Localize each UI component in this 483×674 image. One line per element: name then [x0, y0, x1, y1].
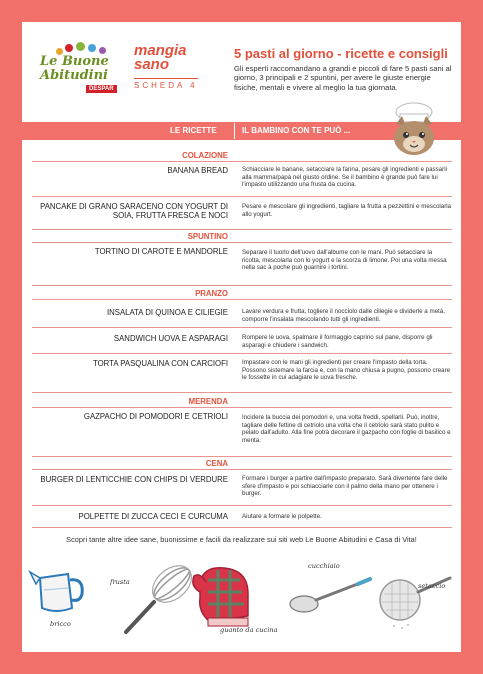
recipe-name: TORTINO DI CAROTE E MANDORLE — [94, 247, 228, 256]
cucchiaio-icon — [284, 568, 374, 618]
recipe-name: GAZPACHO DI POMODORI E CETRIOLI — [83, 412, 228, 421]
bricco-icon — [22, 550, 102, 620]
band-divider — [234, 123, 235, 139]
cucchiaio-label: cucchiaio — [308, 562, 340, 570]
recipe-name: BANANA BREAD — [167, 166, 228, 175]
recipe-description: Incidere la buccia dei pomodori e, una volta freddi, spellarli. Può, inoltre, tagliare delle fettine di cetriolo una volta che il cetriolo sarà stato pulito e pelato dall'adulto. Alla fine potrà decorare il gazpacho con foglie di basilico e menta. — [242, 414, 451, 444]
frusta-label: frusta — [110, 578, 130, 586]
section-label: COLAZIONE — [182, 151, 228, 160]
recipe-name: SANDWICH UOVA E ASPARAGI — [113, 334, 228, 343]
section-header-merenda — [32, 396, 452, 408]
logo-text-line2: Abitudini — [40, 68, 108, 83]
section-header-pranzo — [32, 288, 452, 300]
section-label: SPUNTINO — [187, 232, 228, 241]
section-header-colazione — [32, 150, 452, 162]
table-row — [32, 244, 452, 286]
table-row — [32, 197, 452, 230]
recipe-sheet — [22, 22, 461, 652]
recipe-description: Formare i burger a partire dall'impasto preparato. Sarà divertente fare delle sfere d'impasto e poi schiacciarle con il palmo della mano per ottenere i burger. — [242, 475, 448, 498]
recipe-name: INSALATA DI QUINOA E CILIEGIE — [106, 308, 228, 317]
section-label: CENA — [205, 459, 228, 468]
page-title: 5 pasti al giorno - ricette e consigli — [234, 46, 448, 61]
table-row — [32, 506, 452, 528]
band-label-recipes: LE RICETTE — [170, 126, 217, 135]
recipe-name: BURGER DI LENTICCHIE CON CHIPS DI VERDURE — [40, 475, 228, 484]
recipe-description: Aiutare a formare le polpette. — [242, 513, 322, 520]
setaccio-label: setaccio — [418, 582, 446, 590]
section-label: PRANZO — [195, 289, 228, 298]
recipe-description: Schiacciare le banane, setacciare la farina, pesare gli ingredienti e passarli alla mamma/papà nel giusto ordine. Se il bambino è grande può fare lui l'impasto utilizzando una frusta da cucina. — [242, 166, 447, 189]
intro-text: Gli esperti raccomandano a grandi e piccoli di fare 5 pasti sani al giorno, 3 principali e 2 spuntini, per avere le giuste energie fisiche, mentali e vivere al meglio la tua giornata. — [234, 64, 452, 92]
mangia-sano-title: mangia sano — [134, 42, 187, 73]
recipe-description: Pesare e mescolare gli ingredienti, tagliare la frutta a pezzettini e mescolarla allo yogurt. — [242, 203, 452, 218]
setaccio-icon — [374, 570, 454, 630]
footer-text: Scopri tante altre idee sane, buonissime e facili da realizzare sui siti web Le Buone Abitudini e Casa di Vita! — [66, 535, 417, 544]
table-row — [32, 163, 452, 197]
table-row — [32, 354, 452, 393]
recipe-description: Impastare con le mani gli ingredienti per creare l'impasto della torta. Possono sistemare la farcia e, con la mano chiusa a pugno, possono creare le fossette in cui adagiare le uova fresche. — [242, 359, 451, 382]
despar-brand-badge: DESPAR — [86, 85, 117, 93]
bricco-label: bricco — [50, 620, 71, 628]
section-header-spuntino — [32, 231, 452, 243]
recipe-description: Lavare verdura e frutta, togliere il nocciolo dalle ciliegie e dividerle a metà, comporre l'insalata mescolando tutti gli ingredienti. — [242, 308, 445, 323]
le-buone-abitudini-logo — [36, 42, 128, 100]
section-label: MERENDA — [188, 397, 228, 406]
recipe-name: POLPETTE DI ZUCCA CECI E CURCUMA — [78, 512, 228, 521]
table-row — [32, 301, 452, 328]
band-label-child: IL BAMBINO CON TE PUÒ ... — [242, 126, 351, 135]
section-header-cena — [32, 458, 452, 470]
guanto-icon — [190, 562, 260, 632]
recipe-name: TORTA PASQUALINA CON CARCIOFI — [92, 359, 228, 368]
table-row — [32, 328, 452, 354]
mangia-sano-logo — [134, 44, 224, 94]
recipe-description: Separare il tuorlo dell'uovo dall'albume con le mani. Può setacciare la ricotta, mescolarla con lo yogurt e la scorza di limone. Poi una volta messa nella sac à poche può guarnire i tortini. — [242, 249, 447, 272]
recipe-name: PANCAKE DI GRANO SARACENO CON YOGURT DI SOIA, FRUTTA FRESCA E NOCI — [40, 202, 228, 220]
recipe-description: Rompere le uova, spalmare il formaggio caprino sul pane, disporre gli asparagi e chiudere i sandwich. — [242, 334, 433, 349]
table-row — [32, 471, 452, 506]
guanto-label: guanto da cucina — [220, 626, 278, 634]
logo-text-line1: Le Buone — [40, 54, 109, 69]
scheda-label: SCHEDA 4 — [134, 78, 198, 90]
table-row — [32, 409, 452, 457]
